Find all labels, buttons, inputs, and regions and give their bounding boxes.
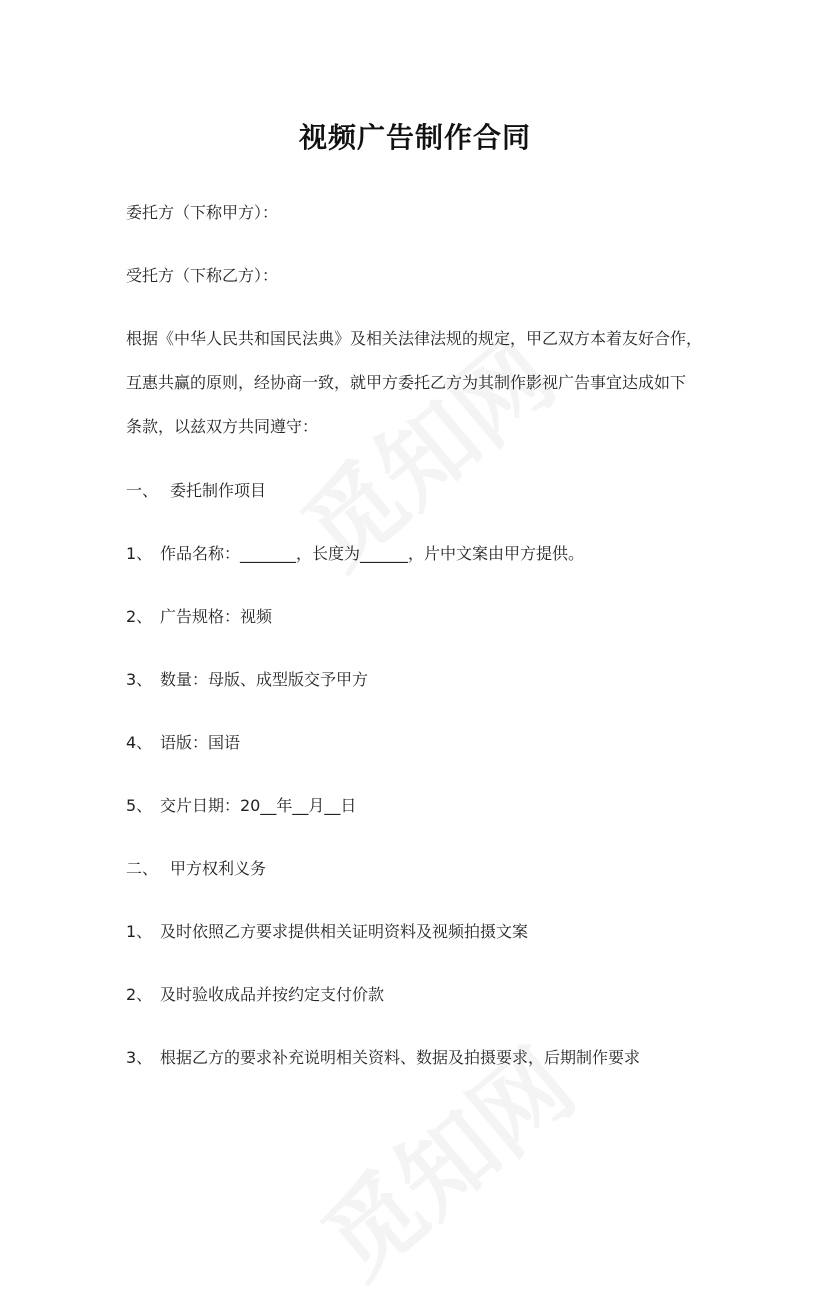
list-item — [126, 730, 240, 753]
list-item — [126, 919, 528, 942]
item-number: 3、 — [126, 670, 153, 689]
item-text: 数量：母版、成型版交予甲方 — [160, 670, 369, 689]
item-number: 3、 — [126, 1048, 153, 1067]
item-number: 2、 — [126, 607, 153, 626]
item-text: 交片日期：20__年__月__日 — [160, 796, 357, 815]
item-text: 语版：国语 — [160, 733, 241, 752]
list-item — [126, 982, 384, 1005]
list-item — [126, 793, 356, 816]
preamble-line: 条款，以兹双方共同遵守： — [126, 417, 319, 436]
list-item — [126, 1045, 640, 1068]
section-heading — [126, 478, 266, 501]
item-text: 及时依照乙方要求提供相关证明资料及视频拍摄文案 — [160, 922, 529, 941]
preamble-line: 根据《中华人民共和国民法典》及相关法律法规的规定，甲乙双方本着友好合作， — [126, 329, 703, 348]
list-item — [126, 667, 368, 690]
item-text: 根据乙方的要求补充说明相关资料、数据及拍摄要求，后期制作要求 — [160, 1048, 641, 1067]
section-title: 委托制作项目 — [170, 481, 267, 500]
item-number: 1、 — [126, 922, 153, 941]
list-item — [126, 541, 584, 564]
section-number: 二、 — [126, 859, 159, 878]
section-heading — [126, 856, 266, 879]
item-number: 2、 — [126, 985, 153, 1004]
item-number: 5、 — [126, 796, 153, 815]
party-a-line: 委托方（下称甲方）： — [126, 203, 279, 222]
item-number: 1、 — [126, 544, 153, 563]
preamble-line: 互惠共赢的原则，经协商一致，就甲方委托乙方为其制作影视广告事宜达成如下 — [126, 373, 687, 392]
section-number: 一、 — [126, 481, 159, 500]
document-title: 视频广告制作合同 — [298, 121, 531, 154]
item-text: 作品名称：_______，长度为______，片中文案由甲方提供。 — [160, 544, 585, 563]
party-b-line: 受托方（下称乙方）： — [126, 266, 279, 285]
item-number: 4、 — [126, 733, 153, 752]
item-text: 及时验收成品并按约定支付价款 — [160, 985, 385, 1004]
section-title: 甲方权利义务 — [170, 859, 267, 878]
item-text: 广告规格：视频 — [160, 607, 273, 626]
list-item — [126, 604, 272, 627]
